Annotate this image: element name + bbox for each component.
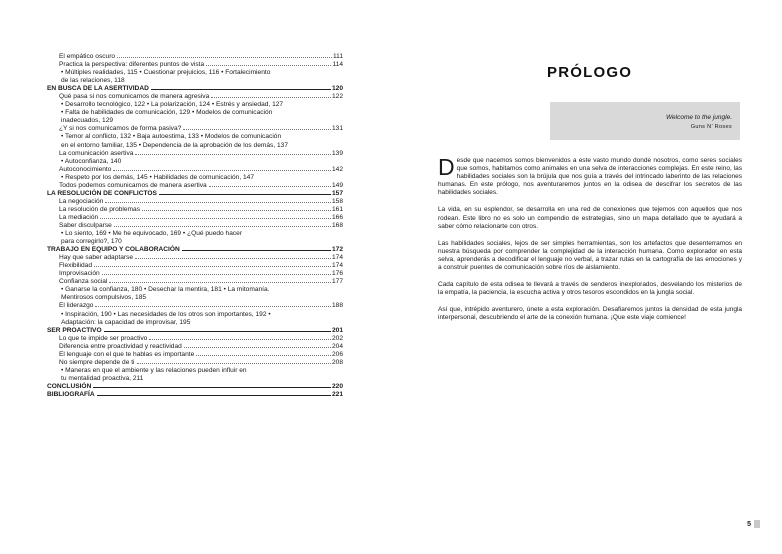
toc-bullet-line: inadecuados, 129 [61,117,114,125]
dot-leader [94,266,331,267]
page-number [747,520,760,528]
toc-bullet-line: • Inspiración, 190 • Las necesidades de los otros son importantes, 192 • [61,310,271,318]
toc-page-number: 139 [331,149,343,157]
toc-page-number: 166 [331,213,343,221]
toc-page-number: 149 [331,181,343,189]
dot-leader [113,170,331,171]
toc-entry-title: Practica la perspectiva: diferentes puntos de vista [59,61,205,69]
toc-bullet-line: • Lo siento, 169 • Me he equivocado, 169 • ¿Qué puedo hacer [61,230,243,238]
dot-leader [97,395,331,396]
toc-page-number: 120 [331,85,343,93]
dot-leader [93,387,331,388]
dot-leader [151,89,331,90]
toc-bullet-line: Mentirosos compulsivos, 185 [61,294,147,302]
toc-entry-title: La resolución de problemas [59,205,141,213]
toc-bullet-group [47,230,343,246]
toc-entry-title: Diferencia entre proactividad y reactividad [59,342,182,350]
dot-leader [211,97,331,98]
dot-leader [206,65,331,66]
epigraph-author: Guns N’ Roses [690,124,732,130]
toc-entry[interactable] [47,222,343,230]
dot-leader [209,186,331,187]
toc-page-number: 220 [331,382,343,390]
dot-leader [100,218,331,219]
toc-entry-title: Lo que te impide ser proactivo [59,334,148,342]
dot-leader [95,306,331,307]
toc-page-number: 161 [331,205,343,213]
toc-bullet-line: • Temor al conflicto, 132 • Baja autoestima, 133 • Modelos de comunicación [61,133,282,141]
toc-entry-title: El liderazgo [59,302,94,310]
toc-entry-title: ¿Y si nos comunicamos de forma pasiva? [59,125,182,133]
right-page [391,0,782,554]
dot-leader [149,339,331,340]
dot-leader [196,355,331,356]
toc-page-number: 158 [331,197,343,205]
toc-entry[interactable] [47,125,343,133]
toc-section[interactable] [47,85,343,93]
toc-section[interactable] [47,327,343,335]
paragraph-2: La vida, en su esplendor, se desarrolla en una red de conexiones que tejemos con aquellos que nos rodean. Este libro no es solo un compendio de estrategias, sino un mapa detallado que te ayudará a saber cómo relacionarte con otros. [438,206,742,230]
paragraph-3: Las habilidades sociales, lejos de ser simples herramientas, son los artefactos que desenterramos en nuestra búsqueda por comprender la complejidad de la interacción humana. Como explorador en esta selva, aprenderás a decodificar el lenguaje no verbal, a trazar rutas en la cartografía de las emociones y a construir puentes de comunicación sobre ríos de aislamiento. [438,239,742,272]
dot-leader [183,129,331,130]
toc-bullet-line: de las relaciones, 118 [61,77,125,85]
paragraph-1-text: esde que nacemos somos bienvenidos a este vasto mundo donde nosotros, como seres sociales que somos, habitamos como animales en una selva de interacciones complejas. En este reino, las habilidades sociales son la brújula que nos guía a través del intrincado laberinto de las relaciones humanas. En este prólogo, nos aventuraremos juntos en la odisea de descifrar los secretos de las habilidades sociales. [438,157,742,197]
toc-entry-title: Autoconocimiento [59,165,112,173]
toc-bullet-group [47,367,343,383]
toc-page-number: 142 [331,165,343,173]
toc-bullet-group [47,286,343,302]
dot-leader [182,250,331,251]
toc-entry-title: SER PROACTIVO [47,326,102,334]
toc-entry-title: Saber disculparse [59,221,112,229]
toc-entry[interactable] [47,351,343,359]
toc-bullet-line: para corregirlo?, 170 [61,238,122,246]
toc-entry[interactable] [47,302,343,310]
toc-entry[interactable] [47,214,343,222]
toc-entry[interactable] [47,166,343,174]
table-of-contents [47,53,343,399]
dot-leader [135,258,331,259]
toc-entry-title: LA RESOLUCIÓN DE CONFLICTOS [47,189,157,197]
page-number-text: 5 [747,520,751,528]
dot-leader [142,210,331,211]
toc-page-number: 172 [331,246,343,254]
toc-entry[interactable] [47,206,343,214]
toc-page-number: 202 [331,334,343,342]
dot-leader [137,363,331,364]
drop-cap: D [438,154,455,180]
toc-section[interactable] [47,246,343,254]
toc-bullet-group [47,133,343,149]
dot-leader [184,347,331,348]
toc-entry-title: Confianza social [59,278,108,286]
toc-page-number: 176 [331,270,343,278]
toc-entry-title: El empático oscuro [59,53,116,60]
toc-entry[interactable] [47,359,343,367]
toc-bullet-group [47,69,343,85]
toc-page-number: 168 [331,221,343,229]
toc-bullet-line: • Autoconfianza, 140 [61,157,122,165]
toc-bullet-line: • Respeto por los demás, 145 • Habilidades de comunicación, 147 [61,173,255,181]
toc-bullet-group [47,101,343,125]
toc-page-number: 157 [331,189,343,197]
toc-page-number: 174 [331,254,343,262]
toc-bullet-line: • Desarrollo tecnológico, 122 • La polarización, 124 • Estrés y ansiedad, 127 [61,101,284,109]
toc-page-number: 111 [332,53,343,60]
dot-leader [104,331,331,332]
prologue-title: PRÓLOGO [547,64,633,81]
toc-entry-title: La mediación [59,213,99,221]
toc-entry[interactable] [47,61,343,69]
paragraph-4: Cada capítulo de esta odisea te llevará a través de senderos inexplorados, desvelando los misterios de la empatía, la paciencia, la escucha activa y otros tesoros escondidos en la jungla social. [438,281,742,297]
toc-entry[interactable] [47,270,343,278]
toc-section[interactable] [47,391,343,399]
toc-bullet-group [47,174,343,182]
dot-leader [114,226,331,227]
toc-page-number: 204 [331,342,343,350]
toc-page-number: 177 [331,278,343,286]
toc-entry-title: La negociación [59,197,104,205]
toc-entry-title: CONCLUSIÓN [47,382,92,390]
toc-entry-title: Hay que saber adaptarse [59,254,134,262]
toc-entry[interactable] [47,182,343,190]
dot-leader [109,282,331,283]
toc-entry[interactable] [47,254,343,262]
toc-page-number: 201 [331,326,343,334]
toc-page-number: 188 [331,302,343,310]
toc-bullet-group [47,158,343,166]
toc-page-number: 174 [331,262,343,270]
toc-bullet-group [47,311,343,327]
toc-entry[interactable] [47,262,343,270]
toc-page-number: 131 [331,125,343,133]
toc-entry-title: Flexibilidad [59,262,92,270]
toc-bullet-line: • Ganarse la confianza, 180 • Desechar la mentira, 181 • La mitomanía. [61,286,270,294]
dot-leader [159,194,331,195]
toc-page-number: 206 [331,350,343,358]
toc-entry-title: Todos podemos comunicarnos de manera asertiva [59,181,207,189]
toc-bullet-line: • Maneras en que el ambiente y las relaciones pueden influir en [61,366,247,374]
epigraph-quote: Welcome to the jungle. [666,114,732,121]
toc-page-number: 208 [331,358,343,366]
toc-entry[interactable] [47,278,343,286]
toc-entry[interactable] [47,93,343,101]
toc-entry-title: TRABAJO EN EQUIPO Y COLABORACIÓN [47,246,180,254]
toc-bullet-line: • Falta de habilidades de comunicación, 129 • Modelos de comunicación [61,109,273,117]
toc-entry[interactable] [47,343,343,351]
toc-page-number: 122 [331,93,343,101]
toc-entry[interactable] [47,335,343,343]
toc-bullet-line: Adaptación: la capacidad de improvisar, 195 [61,318,191,326]
toc-entry-title: Improvisación [59,270,100,278]
toc-entry[interactable] [47,198,343,206]
toc-entry-title: La comunicación asertiva [59,149,134,157]
toc-entry-title: EN BUSCA DE LA ASERTIVIDAD [47,85,149,93]
toc-entry[interactable] [47,150,343,158]
toc-bullet-line: en el entorno familiar, 135 • Dependencia de la aprobación de los demás, 137 [61,141,289,149]
toc-entry[interactable] [47,53,343,61]
dot-leader [102,274,331,275]
toc-section[interactable] [47,383,343,391]
toc-entry-title: No siempre depende de ti [59,358,135,366]
paragraph-5: Así que, intrépido aventurero, únete a esta exploración. Desafiaremos juntos la densidad de esta jungla interpersonal, descubriendo el arte de la conexión humana. ¡Que este viaje comience! [438,306,742,322]
toc-section[interactable] [47,190,343,198]
toc-page-number: 221 [331,390,343,398]
paragraph-1 [438,154,742,197]
dot-leader [105,202,331,203]
prologue-body [438,154,742,332]
toc-entry-title: Qué pasa si nos comunicamos de manera agresiva [59,93,210,101]
page-marker [754,520,760,528]
dot-leader [117,57,332,58]
toc-entry-title: El lenguaje con el que te hablas es importante [59,350,195,358]
toc-entry-title: BIBLIOGRAFÍA [47,390,95,398]
toc-page-number: 114 [332,61,343,69]
toc-bullet-line: • Múltiples realidades, 115 • Cuestionar prejuicios, 116 • Fortalecimiento [61,69,271,77]
dot-leader [135,154,331,155]
toc-bullet-line: tu mentalidad proactiva, 211 [61,374,144,382]
epigraph-box [550,102,740,140]
